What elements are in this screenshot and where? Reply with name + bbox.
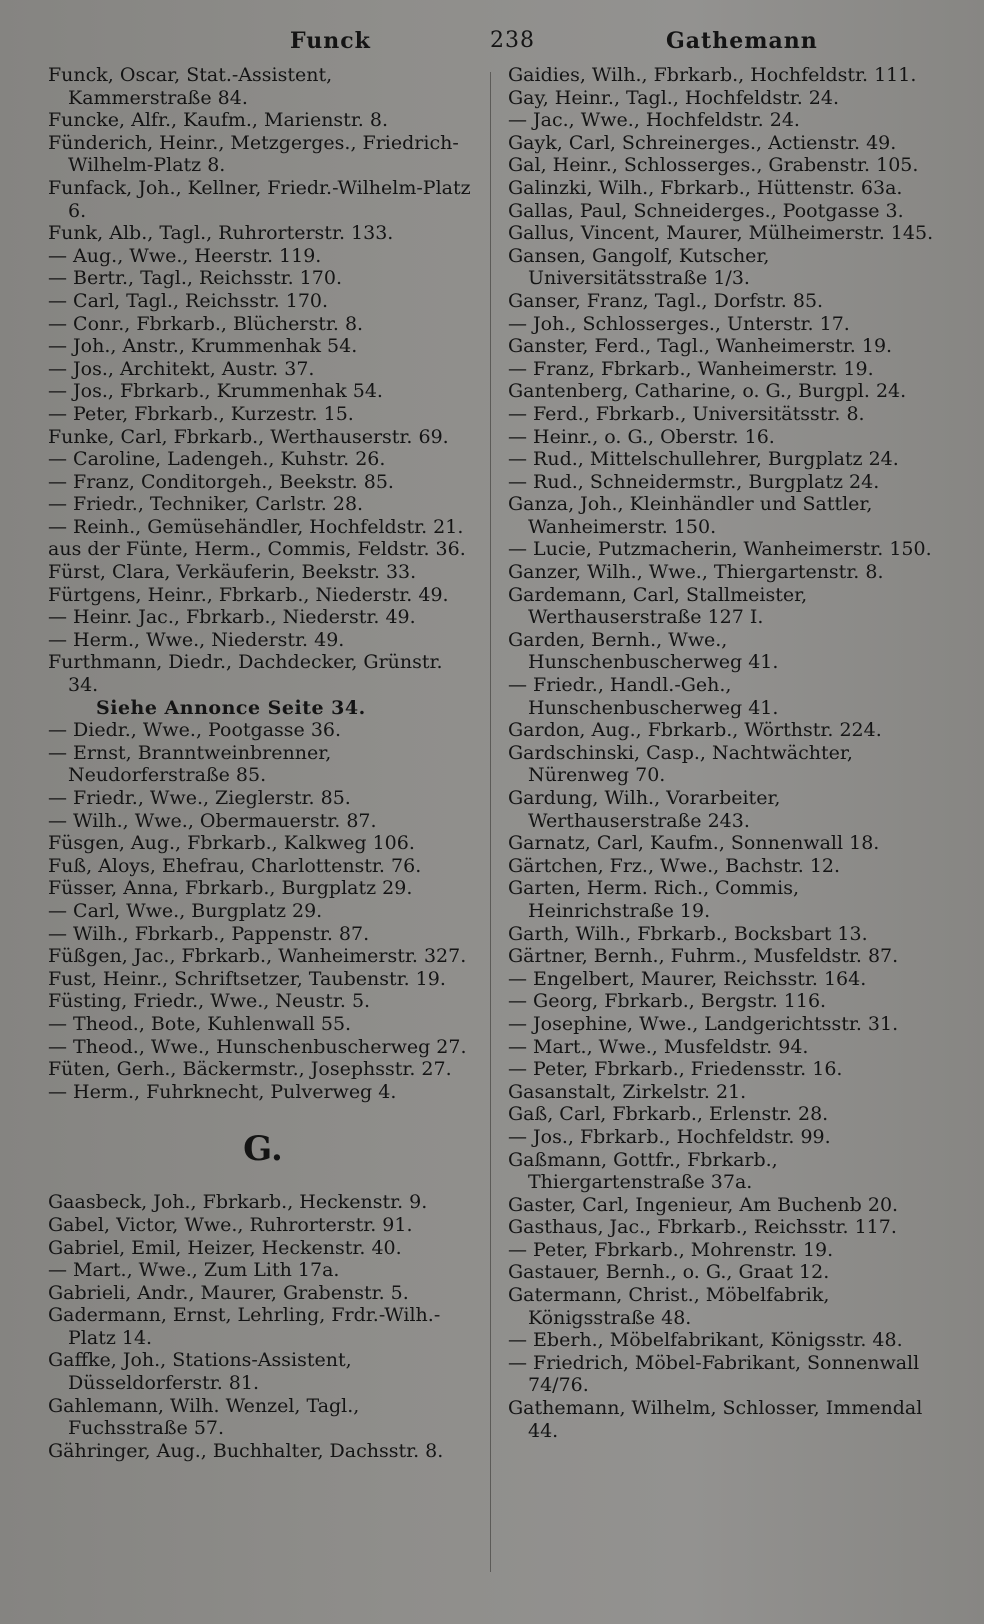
directory-entry: — Eberh., Möbelfabrikant, Königsstr. 48. [508,1329,903,1352]
left-entries-furthmann [48,719,478,1103]
directory-entry: — Herm., Wwe., Niederstr. 49. [48,628,345,651]
directory-entry: Gaffke, Joh., Stations-Assistent, Düsseldorferstr. 81. [48,1349,352,1395]
directory-entry: Gasthaus, Jac., Fbrkarb., Reichsstr. 117. [508,1216,897,1239]
directory-entry: — Heinr. Jac., Fbrkarb., Niederstr. 49. [48,606,416,629]
directory-entry: — Conr., Fbrkarb., Blücherstr. 8. [48,312,364,335]
directory-entry: aus der Fünte, Herm., Commis, Feldstr. 36. [48,538,466,561]
page-header [0,20,984,60]
directory-entry: — Caroline, Ladengeh., Kuhstr. 26. [48,448,386,471]
directory-entry: Gay, Heinr., Tagl., Hochfeldstr. 24. [508,86,839,109]
directory-entry: Gardung, Wilh., Vorarbeiter, Werthauserstraße 243. [508,787,781,832]
directory-entry: — Ferd., Fbrkarb., Universitätsstr. 8. [508,402,865,425]
directory-entry: Fünderich, Heinr., Metzgerges., Friedrich-Wilhelm-Platz 8. [48,131,459,177]
directory-entry: Gantenberg, Catharine, o. G., Burgpl. 24. [508,380,907,403]
directory-entry: Funke, Carl, Fbrkarb., Werthauserstr. 69. [48,425,449,448]
directory-entry: — Wilh., Wwe., Obermauerstr. 87. [48,809,377,832]
directory-entry: — Franz, Conditorgeh., Beekstr. 85. [48,470,394,493]
directory-entry: — Carl, Tagl., Reichsstr. 170. [48,289,329,312]
directory-entry: — Jac., Wwe., Hochfeldstr. 24. [508,109,800,132]
directory-entry: Gähringer, Aug., Buchhalter, Dachsstr. 8. [48,1439,444,1462]
directory-entry: Füsting, Friedr., Wwe., Neustr. 5. [48,990,371,1013]
directory-entry: — Rud., Schneidermstr., Burgplatz 24. [508,470,880,493]
directory-entry: Ganza, Joh., Kleinhändler und Sattler, Wanheimerstr. 150. [508,493,873,538]
directory-entry: Gallas, Paul, Schneiderges., Pootgasse 3. [508,199,904,222]
directory-entry: — Carl, Wwe., Burgplatz 29. [48,899,323,922]
header-first-name: Funck [290,28,371,54]
directory-entry: Funcke, Alfr., Kaufm., Marienstr. 8. [48,109,389,132]
directory-entry: Gasanstalt, Zirkelstr. 21. [508,1080,747,1103]
directory-entry: Ganser, Franz, Tagl., Dorfstr. 85. [508,289,824,312]
directory-entry: Gardschinski, Casp., Nachtwächter, Nürenweg 70. [508,741,853,787]
directory-entry: — Jos., Fbrkarb., Krummenhak 54. [48,380,383,403]
directory-entry: Gathemann, Wilhelm, Schlosser, Immendal 44. [508,1397,923,1442]
directory-entry: Galinzki, Wilh., Fbrkarb., Hüttenstr. 63a. [508,176,903,199]
directory-entry: Gayk, Carl, Schreinerges., Actienstr. 49. [508,131,897,154]
directory-entry: Fürst, Clara, Verkäuferin, Beekstr. 33. [48,561,417,584]
directory-entry: Garth, Wilh., Fbrkarb., Bocksbart 13. [508,922,868,945]
directory-entry: — Ernst, Branntweinbrenner, Neudorferstraße 85. [48,741,332,787]
directory-entry: Gabel, Victor, Wwe., Ruhrorterstr. 91. [48,1213,413,1236]
directory-entry: Gabriel, Emil, Heizer, Heckenstr. 40. [48,1236,402,1259]
directory-entry: Gardon, Aug., Fbrkarb., Wörthstr. 224. [508,719,882,742]
directory-entry: — Diedr., Wwe., Pootgasse 36. [48,719,342,742]
directory-entry: — Peter, Fbrkarb., Kurzestr. 15. [48,402,354,425]
annonce-note: Siehe Annonce Seite 34. [96,696,366,719]
directory-entry: — Wilh., Fbrkarb., Pappenstr. 87. [48,922,370,945]
directory-entry: — Josephine, Wwe., Landgerichtsstr. 31. [508,1012,899,1035]
header-last-name: Gathemann [666,28,818,54]
column-divider [490,72,491,1572]
directory-entry: Gatermann, Christ., Möbelfabrik, Königsstraße 48. [508,1284,830,1329]
directory-entry: Gärtner, Bernh., Fuhrm., Musfeldstr. 87. [508,945,899,968]
directory-entry: — Aug., Wwe., Heerstr. 119. [48,244,322,267]
directory-entry: — Georg, Fbrkarb., Bergstr. 116. [508,990,827,1013]
directory-entry: Gaß, Carl, Fbrkarb., Erlenstr. 28. [508,1103,829,1126]
directory-entry: Gallus, Vincent, Maurer, Mülheimerstr. 145. [508,222,934,245]
directory-entry: — Franz, Fbrkarb., Wanheimerstr. 19. [508,357,874,380]
directory-entry: — Theod., Bote, Kuhlenwall 55. [48,1012,352,1035]
directory-entry: Gaßmann, Gottfr., Fbrkarb., Thiergartenstraße 37a. [508,1148,778,1194]
directory-entry: — Herm., Fuhrknecht, Pulverweg 4. [48,1080,397,1103]
directory-entry: Füsgen, Aug., Fbrkarb., Kalkweg 106. [48,832,415,855]
directory-entry: — Peter, Fbrkarb., Mohrenstr. 19. [508,1238,834,1261]
directory-entry: — Theod., Wwe., Hunschenbuscherweg 27. [48,1035,467,1058]
directory-entry: Gahlemann, Wilh. Wenzel, Tagl., Fuchsstraße 57. [48,1394,360,1440]
directory-entry: Gardemann, Carl, Stallmeister, Werthauserstraße 127 I. [508,583,808,629]
directory-entry: Gansen, Gangolf, Kutscher, Universitätsstraße 1/3. [508,244,770,290]
directory-entry: Funck, Oscar, Stat.-Assistent, Kammerstraße 84. [48,64,333,109]
directory-entry: — Reinh., Gemüsehändler, Hochfeldstr. 21. [48,515,464,538]
directory-entry: Garnatz, Carl, Kaufm., Sonnenwall 18. [508,832,880,855]
directory-entry: Gaster, Carl, Ingenieur, Am Buchenb 20. [508,1193,899,1216]
page-number: 238 [490,28,535,53]
directory-entry: — Mart., Wwe., Musfeldstr. 94. [508,1035,809,1058]
directory-entry: — Engelbert, Maurer, Reichsstr. 164. [508,967,867,990]
directory-entry: Ganster, Ferd., Tagl., Wanheimerstr. 19. [508,335,893,358]
directory-entry: — Lucie, Putzmacherin, Wanheimerstr. 150. [508,538,932,561]
directory-entry: Fuß, Aloys, Ehefrau, Charlottenstr. 76. [48,854,422,877]
directory-entry: — Joh., Schlosserges., Unterstr. 17. [508,312,850,335]
directory-entry: — Friedr., Handl.-Geh., Hunschenbuscherweg 41. [508,674,779,719]
directory-entry: — Friedrich, Möbel-Fabrikant, Sonnenwall 74/76. [508,1351,920,1397]
directory-entry: Füten, Gerh., Bäckermstr., Josephsstr. 27. [48,1058,452,1081]
directory-entry: Funfack, Joh., Kellner, Friedr.-Wilhelm-Platz 6. [48,176,471,222]
directory-entry: Füsser, Anna, Fbrkarb., Burgplatz 29. [48,877,413,900]
directory-entry: — Jos., Fbrkarb., Hochfeldstr. 99. [508,1125,831,1148]
directory-entry: — Friedr., Techniker, Carlstr. 28. [48,493,364,516]
left-entries-funck [48,64,478,697]
directory-entry: Funk, Alb., Tagl., Ruhrorterstr. 133. [48,222,394,245]
directory-entry: Gärtchen, Frz., Wwe., Bachstr. 12. [508,854,841,877]
directory-entry: Füßgen, Jac., Fbrkarb., Wanheimerstr. 327. [48,945,467,968]
directory-entry: — Jos., Architekt, Austr. 37. [48,357,315,380]
directory-entry: Gal, Heinr., Schlosserges., Grabenstr. 105. [508,154,919,177]
right-entries [508,64,938,1442]
directory-entry: — Mart., Wwe., Zum Lith 17a. [48,1259,340,1282]
directory-entry: Fust, Heinr., Schriftsetzer, Taubenstr. 19. [48,967,446,990]
right-column [508,64,938,1442]
directory-entry: — Rud., Mittelschullehrer, Burgplatz 24. [508,448,899,471]
left-entries-g [48,1191,478,1462]
left-column [48,64,478,1462]
directory-entry: Gaidies, Wilh., Fbrkarb., Hochfeldstr. 111. [508,64,917,86]
directory-entry: Ganzer, Wilh., Wwe., Thiergartenstr. 8. [508,561,884,584]
directory-entry: Gadermann, Ernst, Lehrling, Frdr.-Wilh.-Platz 14. [48,1304,441,1349]
directory-entry: Furthmann, Diedr., Dachdecker, Grünstr. 34. [48,651,443,697]
directory-entry: — Friedr., Wwe., Zieglerstr. 85. [48,787,351,809]
directory-entry: Garden, Bernh., Wwe., Hunschenbuscherweg 41. [508,628,779,674]
directory-entry: Gaasbeck, Joh., Fbrkarb., Heckenstr. 9. [48,1191,428,1214]
directory-entry: Fürtgens, Heinr., Fbrkarb., Niederstr. 49. [48,583,449,606]
directory-entry: — Joh., Anstr., Krummenhak 54. [48,335,358,358]
directory-entry: — Heinr., o. G., Oberstr. 16. [508,425,775,448]
directory-entry: — Bertr., Tagl., Reichsstr. 170. [48,267,342,290]
directory-entry: — Peter, Fbrkarb., Friedensstr. 16. [508,1058,843,1081]
directory-entry: Garten, Herm. Rich., Commis, Heinrichstraße 19. [508,877,800,922]
directory-entry: Gastauer, Bernh., o. G., Graat 12. [508,1261,830,1284]
section-letter: G. [243,1129,283,1170]
directory-entry: Gabrieli, Andr., Maurer, Grabenstr. 5. [48,1281,409,1304]
